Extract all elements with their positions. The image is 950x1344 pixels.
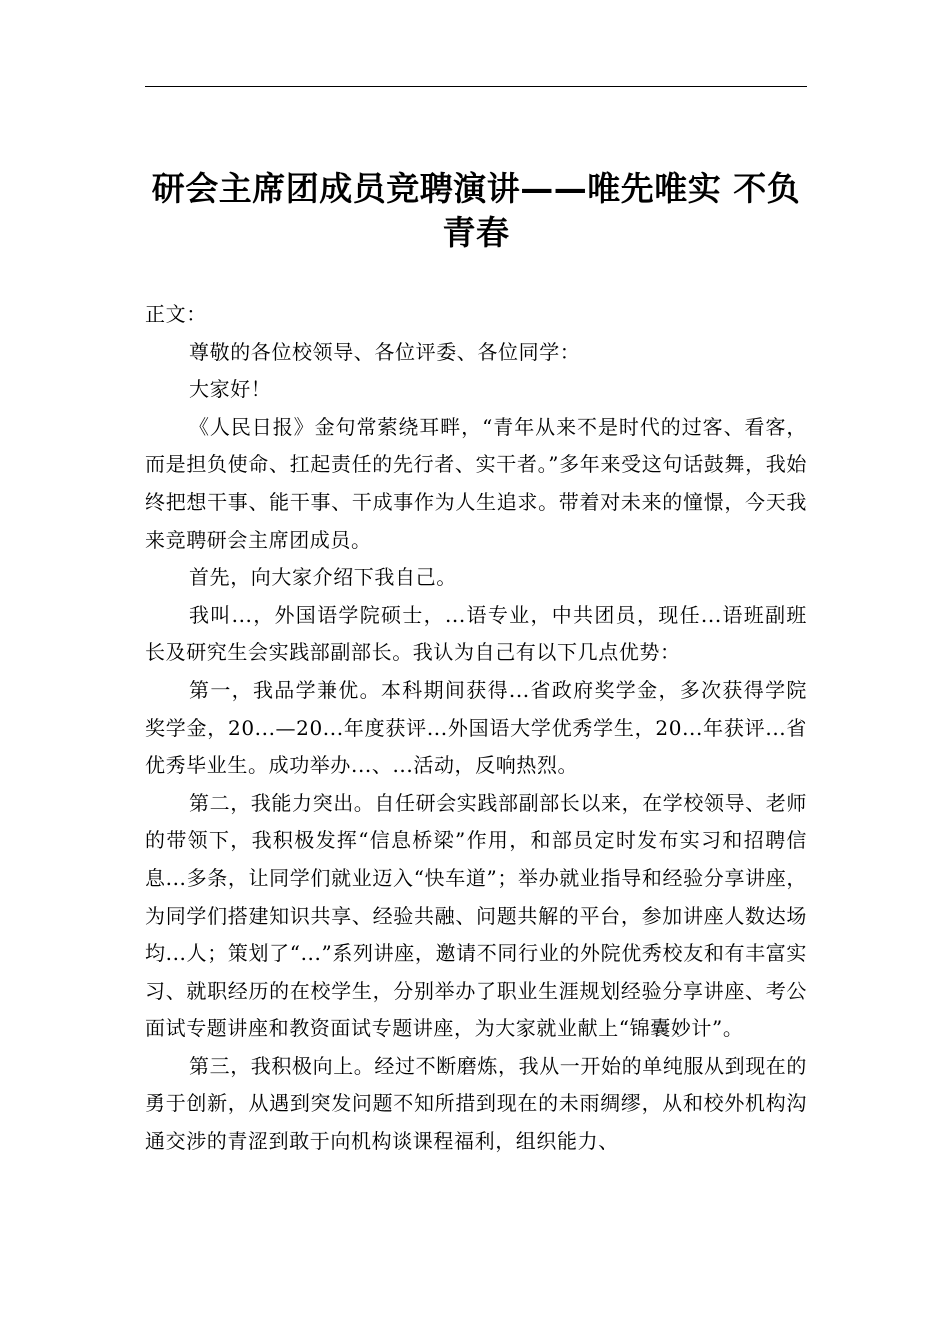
paragraph-point-two: 第二，我能力突出。自任研会实践部副部长以来，在学校领导、老师的带领下，我积极发挥“信息桥梁”作用，和部员定时发布实习和招聘信息...多条，让同学们就业迈入“快车道”；举办就业指导和经验分享讲座，为同学们搭建知识共享、经验共融、问题共解的平台，参加讲座人数达场均...人；策划了“...”系列讲座，邀请不同行业的外院优秀校友和有丰富实习、就职经历的在校学生，分别举办了职业生涯规划经验分享讲座、考公面试专题讲座和教资面试专题讲座，为大家就业献上“锦囊妙计”。 (145, 790, 807, 1041)
paragraph-self-intro: 我叫...，外国语学院硕士，...语专业，中共团员，现任...语班副班长及研究生会实践部副部长。我认为自己有以下几点优势： (145, 602, 807, 665)
paragraph-self-intro-lead: 首先，向大家介绍下我自己。 (189, 565, 457, 590)
paragraph-greeting: 大家好！ (189, 377, 272, 402)
section-label: 正文： (145, 302, 207, 326)
document-body (145, 296, 807, 1161)
paragraph-point-one: 第一，我品学兼优。本科期间获得...省政府奖学金，多次获得学院奖学金，20...—20...年度获评...外国语大学优秀学生，20...年获评...省优秀毕业生。成功举办...、...活动，反响热烈。 (145, 677, 807, 778)
paragraph-salutation: 尊敬的各位校领导、各位评委、各位同学： (189, 339, 581, 364)
paragraph-intro-quote: 《人民日报》金句常萦绕耳畔，“青年从来不是时代的过客、看客，而是担负使命、扛起责任的先行者、实干者。”多年来受这句话鼓舞，我始终把想干事、能干事、干成事作为人生追求。带着对未来的憧憬，今天我来竞聘研会主席团成员。 (145, 414, 807, 552)
paragraph-point-three: 第三，我积极向上。经过不断磨炼，我从一开始的单纯服从到现在的勇于创新，从遇到突发问题不知所措到现在的未雨绸缪，从和校外机构沟通交涉的青涩到敢于向机构谈课程福利，组织能力、 (145, 1053, 807, 1154)
document-title: 研会主席团成员竞聘演讲——唯先唯实 不负青春 (151, 169, 801, 252)
header-rule (145, 86, 807, 87)
